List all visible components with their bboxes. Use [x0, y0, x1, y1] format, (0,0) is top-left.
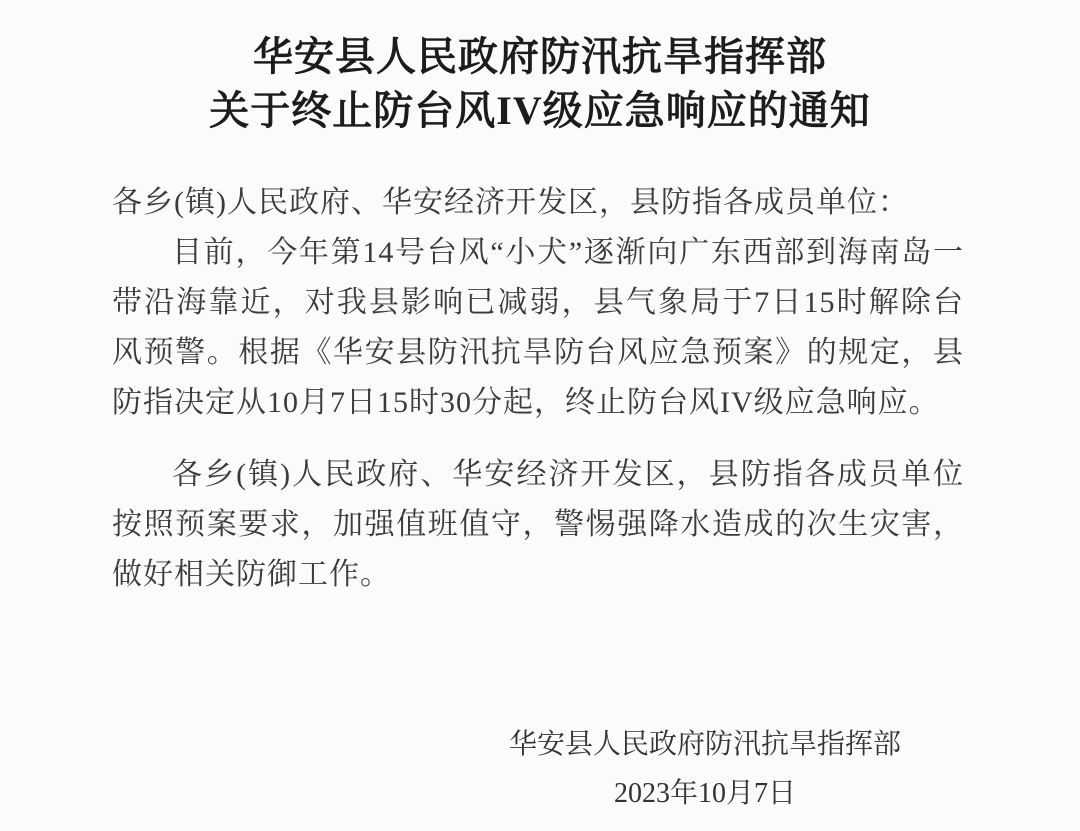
title-line-1: 华安县人民政府防汛抗旱指挥部 [253, 34, 827, 79]
document-body [112, 178, 964, 600]
signature-date: 2023年10月7日 [613, 778, 796, 809]
title-line-2: 关于终止防台风IV级应急响应的通知 [209, 88, 871, 133]
salutation-line: 各乡(镇)人民政府、华安经济开发区，县防指各成员单位： [112, 186, 909, 219]
document-title [0, 0, 1080, 138]
paragraph-1: 目前，今年第14号台风“小犬”逐渐向广东西部到海南岛一带沿海靠近，对我县影响已减弱，县气象局于7日15时解除台风预警。根据《华安县防汛抗旱防台风应急预案》的规定，县防指决定从10月7日15时30分起，终止防台风IV级应急响应。 [112, 236, 964, 419]
paragraph-2: 各乡(镇)人民政府、华安经济开发区，县防指各成员单位按照预案要求，加强值班值守，警惕强降水造成的次生灾害，做好相关防御工作。 [112, 458, 964, 591]
signature-issuer: 华安县人民政府防汛抗旱指挥部 [508, 729, 901, 760]
signature-block [470, 720, 940, 818]
